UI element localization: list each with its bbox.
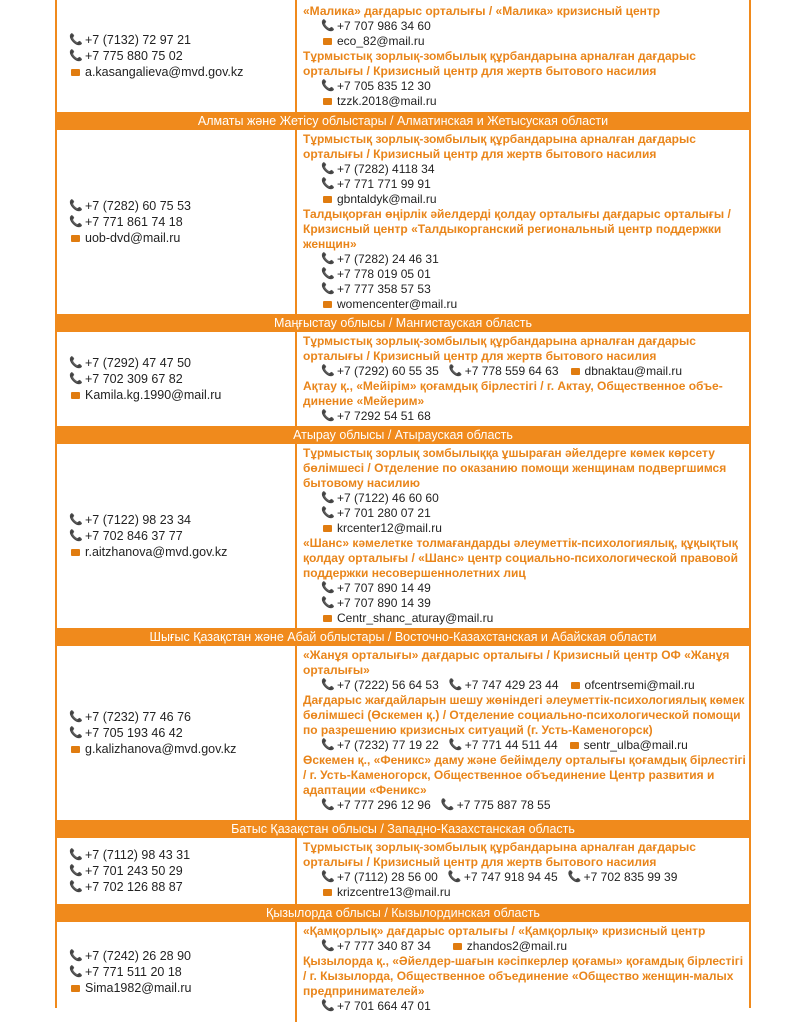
org-phone[interactable]: +7 747 918 94 45 [463, 870, 558, 884]
phone-icon: 📞 [321, 739, 335, 751]
region-header: Маңғыстау облысы / Мангистауская область [57, 314, 749, 332]
phone-icon: 📞 [69, 530, 83, 542]
email-icon [571, 368, 580, 375]
email-icon [323, 196, 332, 203]
police-phone[interactable]: +7 (7132) 72 97 21 [85, 33, 191, 47]
police-phone[interactable]: +7 775 880 75 02 [85, 49, 183, 63]
phone-icon: 📞 [321, 410, 335, 422]
email-icon [71, 985, 80, 992]
org-phone[interactable]: +7 777 296 12 96 [337, 798, 431, 812]
police-email[interactable]: uob-dvd@mail.ru [85, 231, 181, 245]
org-email[interactable]: sentr_ulba@mail.ru [583, 738, 688, 752]
crisis-centers [297, 646, 749, 820]
phone-icon: 📞 [69, 514, 83, 526]
police-phone[interactable]: +7 (7112) 98 43 31 [85, 848, 191, 862]
org-title: Өскемен қ., «Феникс» даму және бейімделу орталығы қоғамдық бірлестігі / г. Усть-Каменогорск, Общественное объединение Центр развития и адаптации «Феникс» [303, 753, 746, 797]
crisis-centers [297, 130, 749, 314]
phone-icon: 📞 [321, 492, 335, 504]
region-row-aty [57, 444, 749, 628]
org-phone[interactable]: +7 (7122) 46 60 60 [337, 491, 439, 505]
org-phone[interactable]: +7 707 890 14 49 [337, 581, 431, 595]
phone-icon: 📞 [69, 881, 83, 893]
phone-icon: 📞 [448, 365, 463, 377]
police-email[interactable]: r.aitzhanova@mvd.gov.kz [85, 545, 228, 559]
phone-icon: 📞 [321, 1000, 335, 1012]
region-row-man [57, 332, 749, 426]
police-contacts [57, 922, 297, 1022]
org-email[interactable]: zhandos2@mail.ru [466, 939, 567, 953]
org-title: «Жанұя орталығы» дағдарыс орталығы / Кризисный центр ОФ «Жанұя орталығы» [303, 648, 730, 677]
phone-icon: 📞 [69, 34, 83, 46]
phone-icon: 📞 [321, 799, 335, 811]
phone-icon: 📞 [69, 711, 83, 723]
org-phone[interactable]: +7 7292 54 51 68 [337, 409, 431, 423]
org-email[interactable]: ofcentrsemi@mail.ru [584, 678, 695, 692]
org-email[interactable]: gbntaldyk@mail.ru [337, 192, 437, 206]
police-contacts [57, 332, 297, 426]
phone-icon: 📞 [440, 799, 455, 811]
region-row-alm [57, 130, 749, 314]
region-row-pav [57, 0, 749, 112]
crisis-centers [297, 332, 749, 426]
region-header: Қызылорда облысы / Кызылординская область [57, 904, 749, 922]
police-email[interactable]: g.kalizhanova@mvd.gov.kz [85, 742, 237, 756]
email-icon [571, 682, 580, 689]
phone-icon: 📞 [321, 365, 335, 377]
email-icon [323, 38, 332, 45]
phone-icon: 📞 [69, 727, 83, 739]
phone-icon: 📞 [321, 871, 335, 883]
region-header: Алматы және Жетісу облыстары / Алматинская и Жетысуская области [57, 112, 749, 130]
org-title: Қызылорда қ., «Әйелдер-шағын кәсіпкерлер қоғамы» қоғамдық бірлестігі / г. Кызылорда, Общественное объединение «Общество женщин-малых предпринимателей» [303, 954, 744, 998]
phone-icon: 📞 [448, 679, 463, 691]
org-phone[interactable]: +7 (7282) 24 46 31 [337, 252, 439, 266]
email-icon [323, 525, 332, 532]
email-icon [71, 235, 80, 242]
org-phone[interactable]: +7 707 986 34 60 [337, 19, 431, 33]
police-phone[interactable]: +7 705 193 46 42 [85, 726, 183, 740]
org-phone[interactable]: +7 777 340 87 34 [337, 939, 431, 953]
phone-icon: 📞 [321, 253, 335, 265]
org-phone[interactable]: +7 778 019 05 01 [337, 267, 431, 281]
region-header: Атырау облысы / Атырауская область [57, 426, 749, 444]
org-title: Ақтау қ., «Мейірім» қоғамдық бірлестігі / г. Актау, Общественное объединение «Мейерим» [303, 379, 723, 408]
org-email[interactable]: tzzk.2018@mail.ru [337, 94, 437, 108]
org-email[interactable]: womencenter@mail.ru [337, 297, 458, 311]
org-phone[interactable]: +7 (7112) 28 56 00 [337, 870, 438, 884]
org-phone[interactable]: +7 707 890 14 39 [337, 596, 431, 610]
org-title: Дағдарыс жағдайларын шешу жөніндегі әлеуметтік-психологиялық көмек бөлімшесі (Өскемен қ.) / Отделение социально-психологической помощи по разрешению кризисных ситуаций (г. Усть-Каменогорск) [303, 693, 745, 737]
org-phone[interactable]: +7 747 429 23 44 [464, 678, 559, 692]
police-phone[interactable]: +7 701 243 50 29 [85, 864, 183, 878]
phone-icon: 📞 [321, 597, 335, 609]
org-title: «Шанс» кәмелетке толмағандарды әлеуметтік-психологиялық, құқықтық қолдау орталығы / «Шанс» центр социально-психологической правовой поддержки несовершеннолетних лиц [303, 536, 738, 580]
org-phone[interactable]: +7 778 559 64 63 [464, 364, 559, 378]
email-icon [71, 392, 80, 399]
org-title: Талдықорған өңірлік әйелдерді қолдау орталығы дағдарыс орталығы / Кризисный центр «Талдыкорганский региональный центр поддержки женщин» [303, 207, 731, 251]
crisis-centers [297, 444, 749, 628]
region-header: Шығыс Қазақстан және Абай облыстары / Восточно-Казахстанская и Абайская области [57, 628, 749, 646]
phone-icon: 📞 [321, 268, 335, 280]
org-phone[interactable]: +7 775 887 78 55 [456, 798, 551, 812]
phone-icon: 📞 [321, 80, 335, 92]
org-title: Тұрмыстық зорлық зомбылыққа ұшыраған әйелдерге көмек көрсету бөлімшесі / Отделение по оказанию помощи женщинам подвергшимся бытовому насилию [303, 446, 727, 490]
region-header: Батыс Қазақстан облысы / Западно-Казахстанская область [57, 820, 749, 838]
org-title: Тұрмыстық зорлық-зомбылық құрбандарына арналған дағдарыс орталығы / Кризисный центр для жертв бытового насилия [303, 132, 696, 161]
police-phone[interactable]: +7 (7242) 26 28 90 [85, 949, 191, 963]
org-phone[interactable]: +7 701 664 47 01 [337, 999, 431, 1013]
org-email[interactable]: Centr_shanc_aturay@mail.ru [337, 611, 494, 625]
phone-icon: 📞 [69, 373, 83, 385]
email-icon [71, 549, 80, 556]
police-email[interactable]: Sima1982@mail.ru [85, 981, 192, 995]
org-phone[interactable]: +7 (7292) 60 55 35 [337, 364, 439, 378]
org-phone[interactable]: +7 (7222) 56 64 53 [337, 678, 439, 692]
org-email[interactable]: krizcentre13@mail.ru [337, 885, 451, 899]
org-email[interactable]: eco_82@mail.ru [337, 34, 425, 48]
region-row-kzo [57, 922, 749, 1022]
crisis-centers [297, 838, 749, 904]
police-phone[interactable]: +7 771 861 74 18 [85, 215, 183, 229]
region-row-vko [57, 646, 749, 820]
police-phone[interactable]: +7 (7232) 77 46 76 [85, 710, 191, 724]
police-phone[interactable]: +7 771 511 20 18 [85, 965, 182, 979]
phone-icon: 📞 [321, 163, 335, 175]
phone-icon: 📞 [69, 950, 83, 962]
police-contacts [57, 130, 297, 314]
org-title: «Қамқорлық» дағдарыс орталығы / «Қамқорлық» кризисный центр [303, 924, 706, 938]
police-email[interactable]: a.kasangalieva@mvd.gov.kz [85, 65, 244, 79]
phone-icon: 📞 [69, 216, 83, 228]
police-contacts [57, 0, 297, 112]
email-icon [323, 301, 332, 308]
org-title: Тұрмыстық зорлық-зомбылық құрбандарына арналған дағдарыс орталығы / Кризисный центр для жертв бытового насилия [303, 49, 696, 78]
email-icon [71, 69, 80, 76]
phone-icon: 📞 [321, 283, 335, 295]
police-phone[interactable]: +7 702 846 37 77 [85, 529, 183, 543]
email-icon [323, 615, 332, 622]
email-icon [323, 889, 332, 896]
org-phone[interactable]: +7 705 835 12 30 [337, 79, 431, 93]
phone-icon: 📞 [447, 871, 462, 883]
org-phone[interactable]: +7 771 771 99 91 [337, 177, 431, 191]
phone-icon: 📞 [321, 582, 335, 594]
police-contacts [57, 444, 297, 628]
org-phone[interactable]: +7 702 835 99 39 [583, 870, 678, 884]
phone-icon: 📞 [448, 739, 463, 751]
police-phone[interactable]: +7 (7282) 60 75 53 [85, 199, 191, 213]
police-email[interactable]: Kamila.kg.1990@mail.ru [85, 388, 222, 402]
email-icon [570, 742, 579, 749]
phone-icon: 📞 [321, 507, 335, 519]
email-icon [323, 98, 332, 105]
contacts-table [55, 0, 751, 1013]
police-phone[interactable]: +7 (7292) 47 47 50 [85, 356, 191, 370]
phone-icon: 📞 [69, 966, 83, 978]
phone-icon: 📞 [321, 178, 335, 190]
region-row-zko [57, 838, 749, 904]
org-phone[interactable]: +7 771 44 511 44 [464, 738, 558, 752]
org-title: Тұрмыстық зорлық-зомбылық құрбандарына арналған дағдарыс орталығы / Кризисный центр для жертв бытового насилия [303, 840, 696, 869]
police-contacts [57, 838, 297, 904]
org-phone[interactable]: +7 701 280 07 21 [337, 506, 431, 520]
phone-icon: 📞 [69, 849, 83, 861]
phone-icon: 📞 [321, 20, 335, 32]
crisis-centers [297, 922, 749, 1022]
phone-icon: 📞 [69, 865, 83, 877]
org-email[interactable]: dbnaktau@mail.ru [584, 364, 683, 378]
phone-icon: 📞 [69, 50, 83, 62]
org-title: Тұрмыстық зорлық-зомбылық құрбандарына арналған дағдарыс орталығы / Кризисный центр для жертв бытового насилия [303, 334, 696, 363]
org-title: «Малика» дағдарыс орталығы / «Малика» кризисный центр [303, 4, 661, 18]
phone-icon: 📞 [567, 871, 582, 883]
phone-icon: 📞 [69, 200, 83, 212]
email-icon [71, 746, 80, 753]
police-phone[interactable]: +7 702 309 67 82 [85, 372, 183, 386]
org-phone[interactable]: +7 (7232) 77 19 22 [337, 738, 439, 752]
email-icon [453, 943, 462, 950]
phone-icon: 📞 [69, 357, 83, 369]
org-email[interactable]: krcenter12@mail.ru [337, 521, 442, 535]
org-phone[interactable]: +7 777 358 57 53 [337, 282, 431, 296]
crisis-centers [297, 0, 749, 112]
org-phone[interactable]: +7 (7282) 4118 34 [337, 162, 435, 176]
police-phone[interactable]: +7 702 126 88 87 [85, 880, 183, 894]
police-phone[interactable]: +7 (7122) 98 23 34 [85, 513, 191, 527]
phone-icon: 📞 [321, 679, 335, 691]
phone-icon: 📞 [321, 940, 335, 952]
police-contacts [57, 646, 297, 820]
